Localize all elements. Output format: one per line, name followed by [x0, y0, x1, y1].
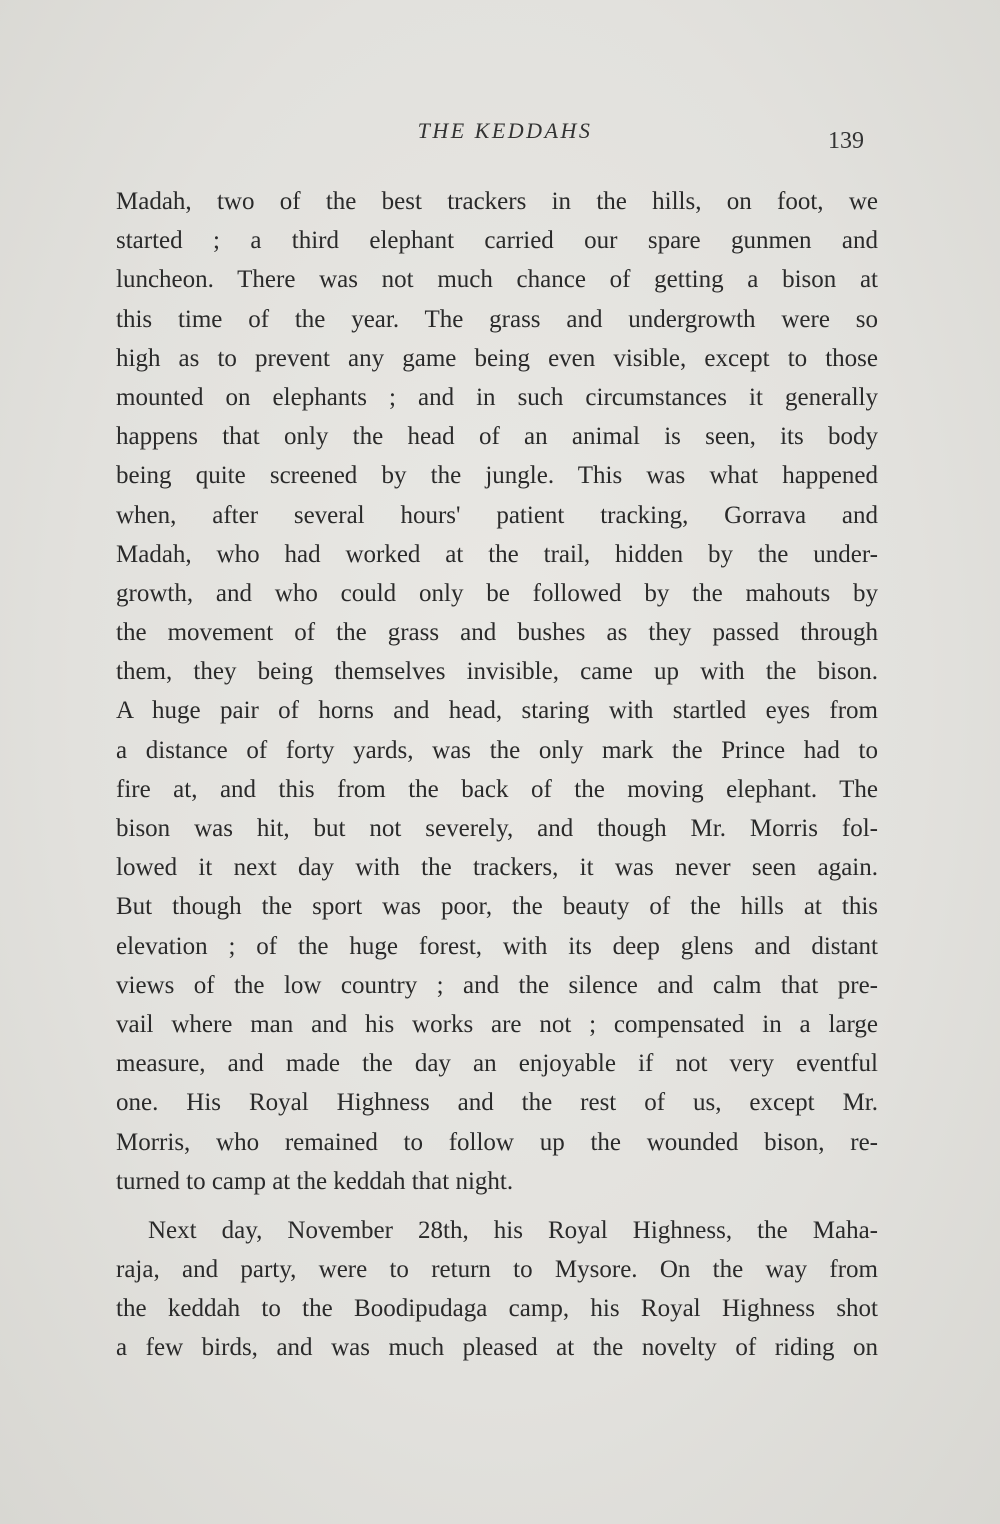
text-line: elevation ; of the huge forest, with its deep glens and distant — [116, 932, 878, 960]
text-line: high as to prevent any game being even visible, except to those — [116, 344, 878, 372]
text-line: the movement of the grass and bushes as they passed through — [116, 619, 878, 647]
running-title: THE KEDDAHS — [417, 118, 593, 143]
text-line: turned to camp at the keddah that night. — [116, 1167, 514, 1195]
paragraph-1 — [116, 182, 878, 1201]
text-line: the keddah to the Boodipudaga camp, his Royal Highness shot — [116, 1295, 878, 1323]
text-line: views of the low country ; and the silence and calm that pre- — [116, 971, 878, 999]
text-line: started ; a third elephant carried our spare gunmen and — [116, 227, 878, 255]
text-line: vail where man and his works are not ; compensated in a large — [116, 1010, 878, 1038]
text-line: Madah, who had worked at the trail, hidden by the under- — [116, 540, 878, 568]
text-line: them, they being themselves invisible, came up with the bison. — [116, 658, 878, 686]
text-line: A huge pair of horns and head, staring with startled eyes from — [116, 697, 878, 725]
text-line: when, after several hours' patient tracking, Gorrava and — [116, 501, 878, 529]
text-line: one. His Royal Highness and the rest of us, except Mr. — [116, 1089, 878, 1117]
text-line: growth, and who could only be followed by the mahouts by — [116, 579, 878, 607]
text-line: But though the sport was poor, the beauty of the hills at this — [116, 893, 878, 921]
text-line: bison was hit, but not severely, and though Mr. Morris fol- — [116, 815, 878, 842]
text-line: this time of the year. The grass and undergrowth were so — [116, 305, 878, 333]
page-number: 139 — [828, 128, 864, 154]
text-line: luncheon. There was not much chance of getting a bison at — [116, 266, 878, 294]
text-line: Morris, who remained to follow up the wounded bison, re- — [116, 1128, 878, 1156]
text-line: Madah, two of the best trackers in the hills, on foot, we — [116, 188, 878, 215]
text-line: Next day, November 28th, his Royal Highness, the Maha- — [148, 1216, 878, 1244]
text-line: a few birds, and was much pleased at the novelty of riding on — [116, 1334, 878, 1362]
text-line: raja, and party, were to return to Mysore. On the way from — [116, 1256, 878, 1284]
text-line: happens that only the head of an animal is seen, its body — [116, 423, 878, 451]
text-line: being quite screened by the jungle. This was what happened — [116, 462, 878, 490]
paragraph-2 — [116, 1211, 878, 1368]
text-line: a distance of forty yards, was the only mark the Prince had to — [116, 736, 878, 764]
body-text — [116, 182, 878, 1368]
text-line: measure, and made the day an enjoyable if not very eventful — [116, 1050, 878, 1078]
text-line: fire at, and this from the back of the moving elephant. The — [116, 775, 878, 803]
paragraph-gap — [116, 1201, 878, 1211]
text-line: mounted on elephants ; and in such circumstances it generally — [116, 383, 878, 411]
text-line: lowed it next day with the trackers, it was never seen again. — [116, 854, 878, 882]
